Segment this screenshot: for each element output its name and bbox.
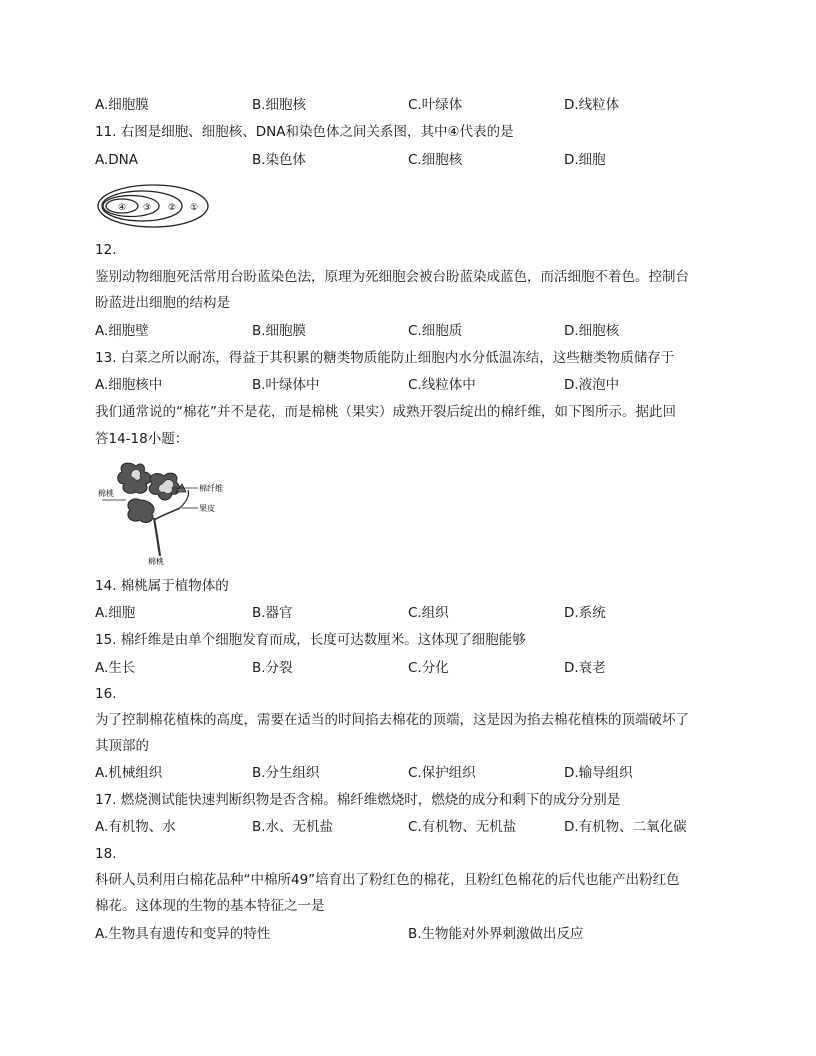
q16-stem-line2: 其顶部的 bbox=[95, 738, 149, 754]
q17-option-c: C.有机物、无机盐 bbox=[408, 819, 517, 835]
q11-option-d: D.细胞 bbox=[564, 152, 606, 168]
q13-option-a: A.细胞核中 bbox=[95, 377, 163, 393]
q14-stem: 14. 棉桃属于植物体的 bbox=[95, 578, 229, 594]
q17-stem: 17. 燃烧测试能快速判断织物是否含棉。棉纤维燃烧时，燃烧的成分和剩下的成分分别是 bbox=[95, 792, 621, 808]
intro-line1: 我们通常说的“棉花”并不是花，而是棉桃（果实）成熟开裂后绽出的棉纤维，如下图所示。据此回 bbox=[95, 404, 676, 420]
q14-option-a: A.细胞 bbox=[95, 605, 136, 621]
q14-option-c: C.组织 bbox=[408, 605, 449, 621]
q16-option-d: D.输导组织 bbox=[564, 765, 633, 781]
q16-option-c: C.保护组织 bbox=[408, 765, 476, 781]
q11-option-b: B.染色体 bbox=[252, 152, 307, 168]
q15-option-b: B.分裂 bbox=[252, 660, 293, 676]
q15-option-d: D.衰老 bbox=[564, 660, 606, 676]
q11-option-c: C.细胞核 bbox=[408, 152, 463, 168]
figure-label-1: ① bbox=[190, 203, 199, 213]
q12-option-a: A.细胞壁 bbox=[95, 323, 149, 339]
q10-option-b: B.细胞核 bbox=[252, 97, 307, 113]
q12-stem-line1: 鉴别动物细胞死活常用台盼蓝染色法，原理为死细胞会被台盼蓝染成蓝色，而活细胞不着色。控制台 bbox=[95, 269, 689, 285]
q16-option-a: A.机械组织 bbox=[95, 765, 163, 781]
q12-option-d: D.细胞核 bbox=[564, 323, 620, 339]
q17-option-b: B.水、无机盐 bbox=[252, 819, 334, 835]
q16-option-b: B.分生组织 bbox=[252, 765, 320, 781]
q12-stem-line2: 盼蓝进出细胞的结构是 bbox=[95, 295, 230, 311]
q15-option-c: C.分化 bbox=[408, 660, 449, 676]
q18-option-b: B.生物能对外界刺激做出反应 bbox=[408, 926, 584, 942]
figure-label-4: ④ bbox=[118, 203, 127, 213]
q12-number: 12. bbox=[95, 242, 117, 258]
q18-option-a: A.生物具有遗传和变异的特性 bbox=[95, 926, 271, 942]
q16-stem-line1: 为了控制棉花植株的高度，需要在适当的时间掐去棉花的顶端，这是因为掐去棉花植株的顶端破坏了 bbox=[95, 712, 689, 728]
q18-stem-line1: 科研人员利用白棉花品种“中棉所49”培育出了粉红色的棉花，且粉红色棉花的后代也能产出粉红色 bbox=[95, 872, 680, 888]
q17-option-d: D.有机物、二氧化碳 bbox=[564, 819, 687, 835]
nested-ellipses-figure bbox=[96, 182, 214, 230]
figure-label-fiber: 棉纤维 bbox=[199, 484, 223, 493]
q13-option-d: D.液泡中 bbox=[564, 377, 620, 393]
figure-label-3: ③ bbox=[143, 203, 152, 213]
q15-stem: 15. 棉纤维是由单个细胞发育而成，长度可达数厘米。这体现了细胞能够 bbox=[95, 632, 526, 648]
q16-number: 16. bbox=[95, 686, 117, 702]
intro-line2: 答14-18小题： bbox=[95, 431, 189, 447]
q14-option-b: B.器官 bbox=[252, 605, 293, 621]
figure-label-peel: 果皮 bbox=[199, 504, 215, 513]
figure-label-boll: 棉桃 bbox=[98, 489, 114, 498]
q11-stem: 11. 右图是细胞、细胞核、DNA和染色体之间关系图，其中④代表的是 bbox=[95, 124, 514, 140]
q10-option-a: A.细胞膜 bbox=[95, 97, 149, 113]
q12-option-c: C.细胞质 bbox=[408, 323, 463, 339]
q13-option-b: B.叶绿体中 bbox=[252, 377, 320, 393]
q10-option-d: D.线粒体 bbox=[564, 97, 620, 113]
q18-stem-line2: 棉花。这体现的生物的基本特征之一是 bbox=[95, 898, 325, 914]
q18-number: 18. bbox=[95, 846, 117, 862]
figure-label-2: ② bbox=[168, 203, 177, 213]
q13-option-c: C.线粒体中 bbox=[408, 377, 476, 393]
q13-stem: 13. 白菜之所以耐冻，得益于其积累的糖类物质能防止细胞内水分低温冻结，这些糖类物质储存于 bbox=[95, 350, 675, 366]
q10-option-c: C.叶绿体 bbox=[408, 97, 463, 113]
figure-label-boll-bottom: 棉桃 bbox=[148, 557, 164, 566]
q11-option-a: A.DNA bbox=[95, 152, 139, 168]
q15-option-a: A.生长 bbox=[95, 660, 136, 676]
q17-option-a: A.有机物、水 bbox=[95, 819, 176, 835]
cotton-boll-figure bbox=[96, 456, 228, 566]
q14-option-d: D.系统 bbox=[564, 605, 606, 621]
q12-option-b: B.细胞膜 bbox=[252, 323, 307, 339]
